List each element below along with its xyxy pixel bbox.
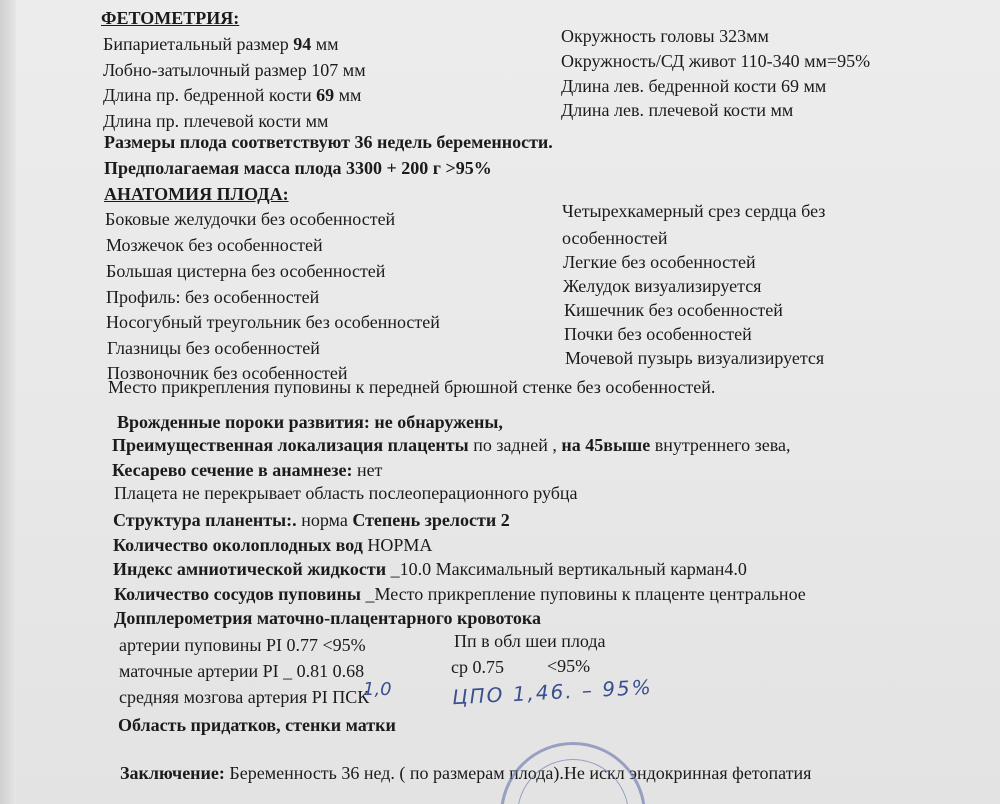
label: Лобно-затылочный размер xyxy=(103,60,312,80)
anatomy-left-item: Профиль: без особенностей xyxy=(106,287,320,307)
anatomy-right-item: Четырехкамерный срез сердца без xyxy=(562,201,826,221)
conclusion xyxy=(120,762,811,784)
mass-summary: Предполагаемая масса плода 3300 + 200 г >95% xyxy=(104,158,492,178)
doppler-mca: средняя мозгова артерия PI ПСК xyxy=(119,687,370,707)
placenta-structure xyxy=(113,509,510,531)
doppler-umbilical: артерии пуповины PI 0.77 <95% xyxy=(119,635,366,655)
anatomy-left-item: Большая цистерна без особенностей xyxy=(106,261,386,281)
fluid-label: Количество околоплодных вод xyxy=(113,535,363,555)
value: 94 xyxy=(293,34,312,54)
conclusion-text: Беременность 36 нед. ( по размерам плода).Не искл эндокринная фетопатия xyxy=(224,763,812,783)
fetometry-right-row: Окружность/СД живот 110-340 мм=95% xyxy=(561,51,871,71)
placenta-height: на 45выше xyxy=(561,435,651,455)
anatomy-left-item: Боковые желудочки без особенностей xyxy=(105,209,396,229)
placenta-location xyxy=(112,434,790,456)
maturity-degree: Степень зрелости 2 xyxy=(352,510,510,530)
afi-label: Индекс амниотической жидкости xyxy=(113,559,387,579)
cord-attachment: Место прикрепления пуповины к передней брюшной стенке без особенностей. xyxy=(108,377,716,397)
fetometry-title: ФЕТОМЕТРИЯ: xyxy=(101,8,240,28)
value: 69 xyxy=(316,85,335,105)
cesarean-history xyxy=(112,459,382,481)
cord-vessels xyxy=(114,583,806,605)
placenta-end: внутреннего зева, xyxy=(650,435,791,455)
anatomy-left-item: Мозжечок без особенностей xyxy=(106,235,323,255)
vessels-value: _Место прикрепление пуповины к плаценте центральное xyxy=(360,584,806,604)
structure-value: норма xyxy=(296,510,353,530)
fetometry-right-row: Окружность головы 323мм xyxy=(561,26,769,46)
doppler-uterine: маточные артерии PI _ 0.81 0.68 xyxy=(119,661,365,681)
page-edge xyxy=(0,0,16,804)
placenta-label: Преимущественная локализация плаценты xyxy=(112,435,469,455)
cesarean-value: нет xyxy=(352,460,383,480)
placenta-scar: Плацета не перекрывает область послеоперационного рубца xyxy=(114,483,578,503)
fetometry-right-row: Длина лев. бедренной кости 69 мм xyxy=(561,76,827,96)
size-summary: Размеры плода соответствуют 36 недель беременности. xyxy=(104,132,553,152)
amniotic-index xyxy=(113,558,747,580)
value: 107 xyxy=(311,60,339,80)
cesarean-label: Кесарево сечение в анамнезе: xyxy=(112,460,353,480)
anatomy-right-item: Почки без особенностей xyxy=(564,324,752,344)
anatomy-left-item: Глазницы без особенностей xyxy=(107,338,320,358)
appendages: Область придатков, стенки матки xyxy=(118,715,396,735)
malformations: Врожденные пороки развития: не обнаружены, xyxy=(117,412,503,432)
fetometry-left-row xyxy=(103,110,328,132)
anatomy-left-item: Позвоночник без особенностей xyxy=(107,363,348,383)
anatomy-right-item: Мочевой пузырь визуализируется xyxy=(565,348,825,368)
doppler-neck: Пп в обл шеи плода xyxy=(454,631,606,651)
doppler-uterine-avg: ср 0.75 xyxy=(451,657,504,677)
anatomy-right-item: Кишечник без особенностей xyxy=(564,300,783,320)
placenta-mid: по задней , xyxy=(468,435,562,455)
fetometry-left-row xyxy=(103,84,361,106)
stamp xyxy=(500,742,646,804)
fetometry-left-row xyxy=(103,33,339,55)
fetometry-right-row: Длина лев. плечевой кости мм xyxy=(561,100,794,120)
vessels-label: Количество сосудов пуповины xyxy=(114,584,361,604)
afi-value: _10.0 Максимальный вертикальный карман4.0 xyxy=(386,559,747,579)
structure-label: Структура планенты:. xyxy=(113,510,297,530)
doppler-uterine-pct: <95% xyxy=(547,656,591,676)
doppler-title: Допплерометрия маточно-плацентарного кровотока xyxy=(114,608,542,628)
label: Длина пр. плечевой кости xyxy=(103,111,306,131)
handwritten-note: ЦПО 1,46. – 95% xyxy=(451,674,654,710)
anatomy-right-item: особенностей xyxy=(562,228,668,248)
unit: мм xyxy=(305,111,329,131)
unit: мм xyxy=(311,34,339,54)
anatomy-right-item: Желудок визуализируется xyxy=(563,276,762,296)
amniotic-fluid xyxy=(113,534,432,556)
anatomy-right-item: Легкие без особенностей xyxy=(563,252,756,272)
conclusion-label: Заключение: xyxy=(120,763,225,783)
unit: мм xyxy=(338,60,366,80)
anatomy-left-item: Носогубный треугольник без особенностей xyxy=(106,312,440,332)
anatomy-title: АНАТОМИЯ ПЛОДА: xyxy=(104,184,289,204)
handwritten-pi: 1,0 xyxy=(363,679,392,700)
label: Длина пр. бедренной кости xyxy=(103,85,317,105)
fluid-value: НОРМА xyxy=(362,535,433,555)
label: Бипариетальный размер xyxy=(103,34,294,54)
unit: мм xyxy=(334,85,362,105)
fetometry-left-row xyxy=(103,59,366,81)
